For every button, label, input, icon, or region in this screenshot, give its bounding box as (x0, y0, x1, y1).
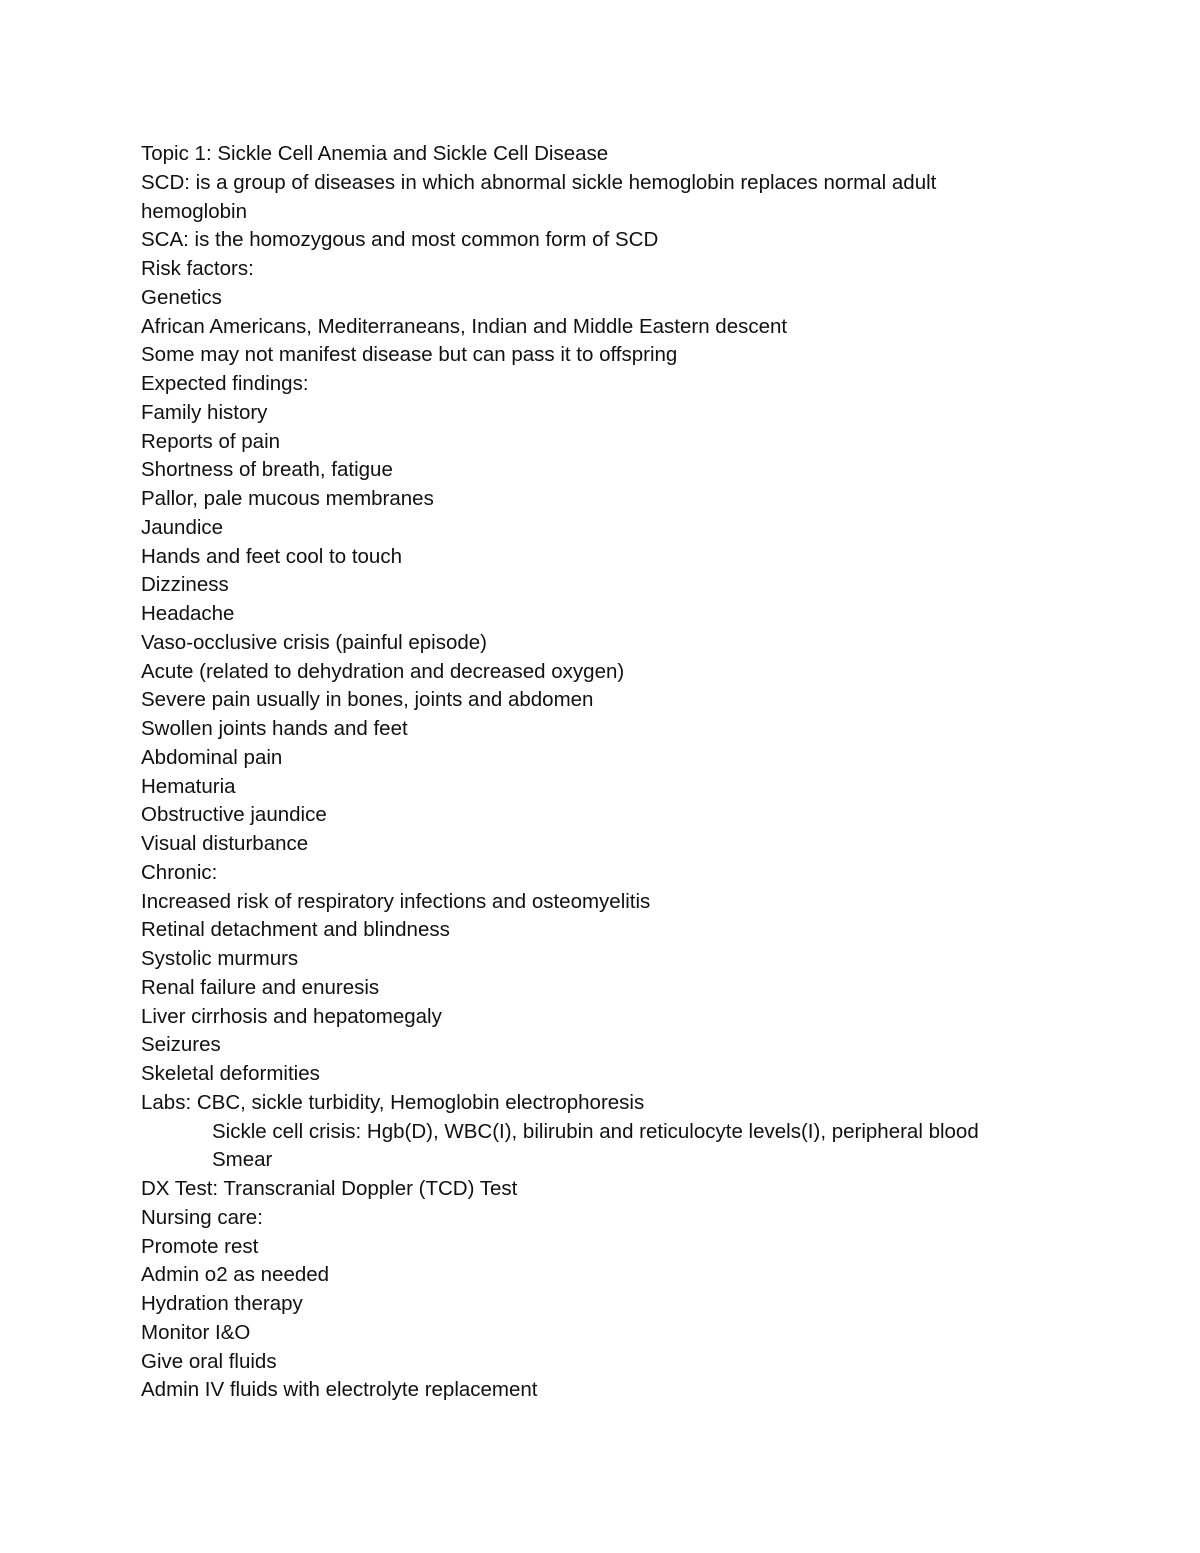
section-heading-chronic: Chronic: (141, 860, 218, 884)
text-line: Pallor, pale mucous membranes (141, 487, 434, 510)
section-heading-risk-factors: Risk factors: (141, 257, 254, 280)
text-line: Family history (141, 400, 268, 424)
sca-definition: SCA: is the homozygous and most common form of SCD (141, 228, 659, 252)
topic-title: Topic 1: Sickle Cell Anemia and Sickle Cell Disease (141, 142, 609, 165)
text-line: Dizziness (141, 573, 229, 597)
text-line: Admin IV fluids with electrolyte replacement (141, 1378, 538, 1402)
text-line: Increased risk of respiratory infections and osteomyelitis (141, 889, 651, 913)
document-body (141, 140, 1041, 1405)
labs-line: Labs: CBC, sickle turbidity, Hemoglobin electrophoresis (141, 1090, 645, 1114)
text-line: Retinal detachment and blindness (141, 918, 450, 942)
text-line: Some may not manifest disease but can pass it to offspring (141, 343, 678, 367)
text-line: Reports of pain (141, 429, 281, 453)
sickle-cell-crisis-line-continued: Smear (212, 1148, 273, 1172)
text-line: Genetics (141, 285, 222, 309)
text-line: Shortness of breath, fatigue (141, 458, 393, 482)
text-line: Obstructive jaundice (141, 803, 327, 827)
sickle-cell-crisis-line: Sickle cell crisis: Hgb(D), WBC(I), bilirubin and reticulocyte levels(I), peripheral blood (212, 1119, 979, 1143)
text-line: Monitor I&O (141, 1320, 251, 1344)
text-line: Swollen joints hands and feet (141, 717, 408, 740)
text-line: Visual disturbance (141, 832, 309, 855)
text-line: Liver cirrhosis and hepatomegaly (141, 1004, 442, 1028)
text-line: Abdominal pain (141, 745, 283, 769)
text-line: Admin o2 as needed (141, 1263, 330, 1287)
scd-definition: SCD: is a group of diseases in which abnormal sickle hemoglobin replaces normal adult (141, 170, 937, 194)
text-line: Hydration therapy (141, 1292, 303, 1315)
text-line: Severe pain usually in bones, joints and abdomen (141, 688, 594, 712)
text-line: Renal failure and enuresis (141, 975, 380, 999)
text-line: Headache (141, 602, 235, 625)
text-line: Hematuria (141, 774, 236, 798)
text-line: Promote rest (141, 1234, 259, 1258)
text-line: Jaundice (141, 515, 224, 539)
text-line: Skeletal deformities (141, 1062, 320, 1085)
dx-test-line: DX Test: Transcranial Doppler (TCD) Test (141, 1177, 518, 1200)
text-line: Hands and feet cool to touch (141, 544, 402, 568)
text-line: Acute (related to dehydration and decreased oxygen) (141, 659, 625, 683)
text-line: Give oral fluids (141, 1349, 277, 1373)
text-line: African Americans, Mediterraneans, Indian and Middle Eastern descent (141, 314, 788, 338)
section-heading-expected-findings: Expected findings: (141, 372, 309, 395)
text-line: Seizures (141, 1033, 221, 1057)
text-line: Vaso-occlusive crisis (painful episode) (141, 630, 487, 654)
scd-definition-continued: hemoglobin (141, 199, 247, 223)
text-line: Systolic murmurs (141, 947, 299, 970)
section-heading-nursing-care: Nursing care: (141, 1205, 263, 1229)
